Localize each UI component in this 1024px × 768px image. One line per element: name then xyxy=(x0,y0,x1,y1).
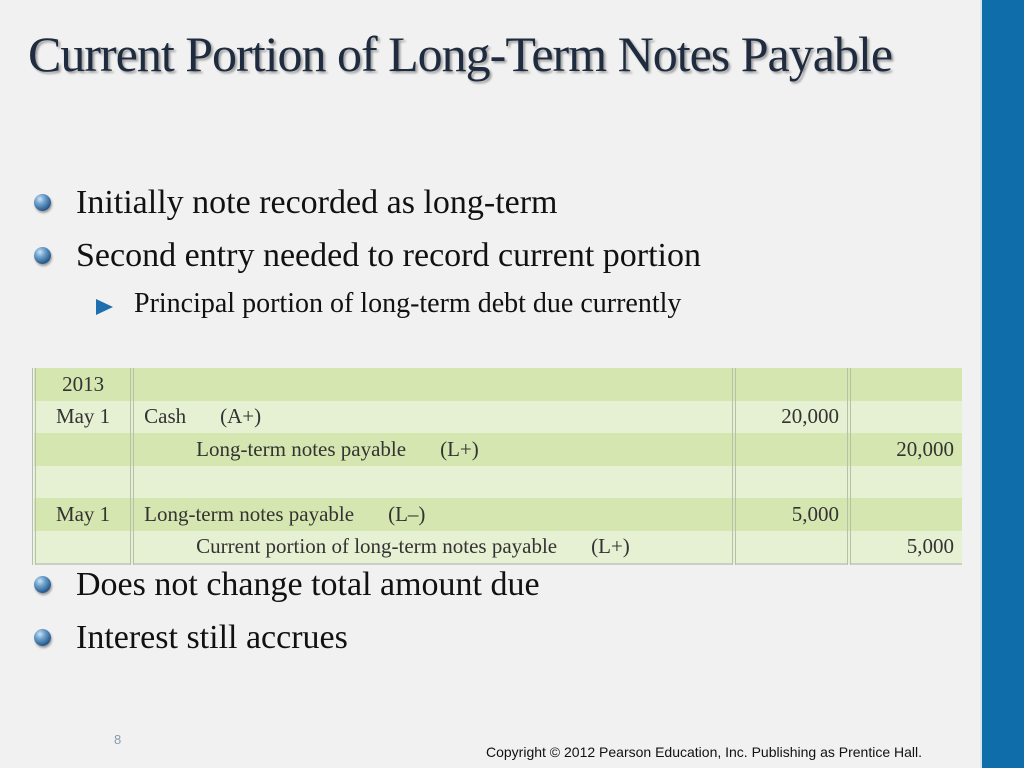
credit-cell: 20,000 xyxy=(849,433,962,466)
bullet-text: Second entry needed to record current portion xyxy=(76,237,701,274)
debit-cell xyxy=(734,466,849,499)
account-name: Cash xyxy=(144,404,187,429)
bullet-text: Initially note recorded as long-term xyxy=(76,184,558,221)
account-type: (A+) xyxy=(220,404,262,429)
account-cell xyxy=(132,433,734,466)
debit-cell xyxy=(734,433,849,466)
account-cell xyxy=(132,368,734,401)
table-row xyxy=(34,466,962,499)
sphere-bullet-icon xyxy=(34,247,51,264)
credit-cell xyxy=(849,466,962,499)
page-number: 8 xyxy=(114,732,122,747)
account-name: Long-term notes payable xyxy=(144,501,355,526)
account-cell xyxy=(132,401,734,434)
table-row xyxy=(34,498,962,531)
date-cell xyxy=(34,433,132,466)
account-name: Long-term notes payable xyxy=(196,436,407,461)
bullet-item xyxy=(76,184,558,222)
bullet-text: Interest still accrues xyxy=(76,619,348,656)
account-cell xyxy=(132,498,734,531)
account-type: (L+) xyxy=(591,534,630,559)
bullet-text: Does not change total amount due xyxy=(76,566,540,603)
credit-cell xyxy=(849,498,962,531)
arrow-bullet-icon xyxy=(96,299,113,315)
bullet-item xyxy=(76,237,701,275)
credit-cell xyxy=(849,368,962,401)
date-cell xyxy=(34,531,132,565)
debit-cell: 20,000 xyxy=(734,401,849,434)
table-row xyxy=(34,368,962,401)
sphere-bullet-icon xyxy=(34,629,51,646)
sub-bullet-text: Principal portion of long-term debt due currently xyxy=(134,288,682,319)
credit-cell xyxy=(849,401,962,434)
table-row xyxy=(34,531,962,565)
sub-bullet-item xyxy=(134,288,681,320)
slide-title: Current Portion of Long-Term Notes Payable xyxy=(28,26,893,82)
date-cell xyxy=(34,466,132,499)
date-cell: 2013 xyxy=(34,368,132,401)
sphere-bullet-icon xyxy=(34,576,51,593)
copyright-notice: Copyright © 2012 Pearson Education, Inc. Publishing as Prentice Hall. xyxy=(486,744,923,760)
account-name: Current portion of long-term notes payable xyxy=(196,534,558,559)
journal-entry-table xyxy=(32,368,962,565)
account-cell xyxy=(132,466,734,499)
account-cell xyxy=(132,531,734,565)
sphere-bullet-icon xyxy=(34,194,51,211)
date-cell: May 1 xyxy=(34,498,132,531)
table-row xyxy=(34,401,962,434)
credit-cell: 5,000 xyxy=(849,531,962,565)
debit-cell xyxy=(734,368,849,401)
debit-cell xyxy=(734,531,849,565)
account-type: (L+) xyxy=(440,436,479,461)
side-accent-bar xyxy=(982,0,1024,768)
account-type: (L–) xyxy=(388,501,426,526)
debit-cell: 5,000 xyxy=(734,498,849,531)
bullet-item xyxy=(76,566,540,604)
date-cell: May 1 xyxy=(34,401,132,434)
table-row xyxy=(34,433,962,466)
bullet-item xyxy=(76,619,348,657)
